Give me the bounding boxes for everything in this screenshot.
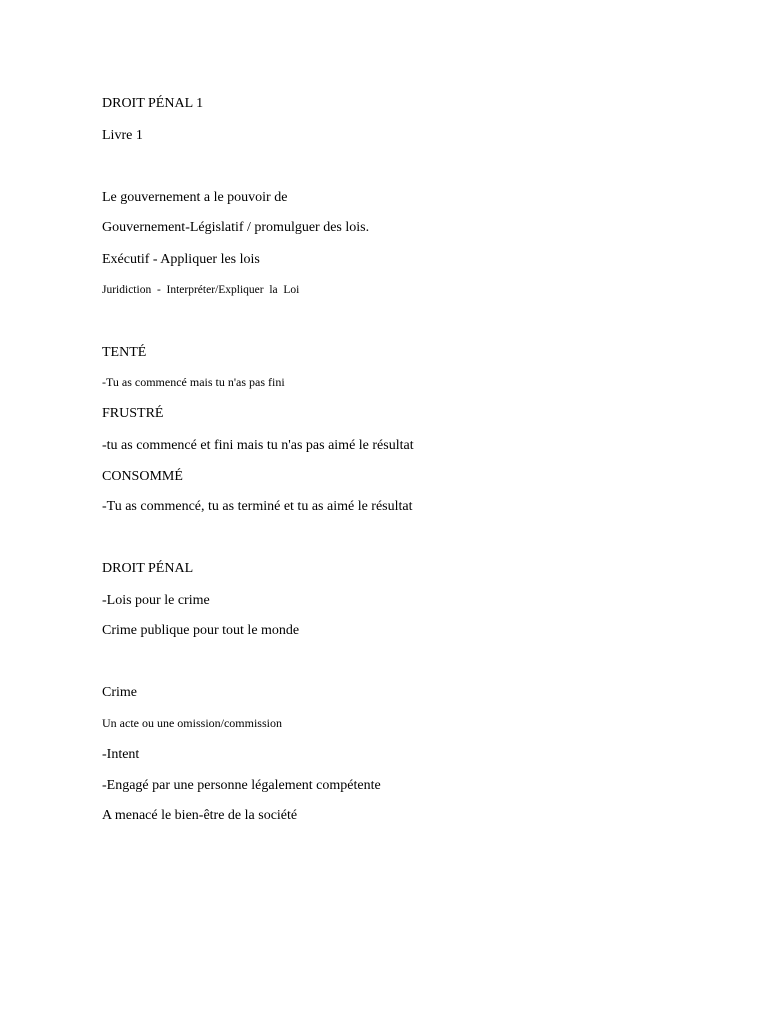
government-judiciary: Juridiction - Interpréter/Expliquer la Loi bbox=[102, 284, 300, 296]
crime-line-1: Un acte ou une omission/commission bbox=[102, 716, 282, 730]
droit-penal-line-2: Crime publique pour tout le monde bbox=[102, 623, 300, 638]
frustre-heading: FRUSTRÉ bbox=[102, 406, 164, 421]
government-legislative: Gouvernement-Législatif / promulguer des lois. bbox=[102, 220, 370, 235]
crime-line-4: A menacé le bien-être de la société bbox=[102, 808, 298, 823]
document-title: DROIT PÉNAL 1 bbox=[102, 96, 204, 111]
droit-penal-line-1: -Lois pour le crime bbox=[102, 593, 210, 608]
droit-penal-heading: DROIT PÉNAL bbox=[102, 561, 194, 576]
crime-line-3: -Engagé par une personne légalement compétente bbox=[102, 778, 381, 793]
frustre-text: -tu as commencé et fini mais tu n'as pas aimé le résultat bbox=[102, 438, 414, 453]
tente-heading: TENTÉ bbox=[102, 345, 147, 360]
consomme-text: -Tu as commencé, tu as terminé et tu as aimé le résultat bbox=[102, 499, 413, 514]
crime-heading: Crime bbox=[102, 685, 137, 700]
crime-line-2: -Intent bbox=[102, 747, 140, 762]
document-subtitle: Livre 1 bbox=[102, 128, 143, 143]
government-executive: Exécutif - Appliquer les lois bbox=[102, 252, 260, 267]
tente-text: -Tu as commencé mais tu n'as pas fini bbox=[102, 375, 285, 389]
consomme-heading: CONSOMMÉ bbox=[102, 469, 183, 484]
government-intro: Le gouvernement a le pouvoir de bbox=[102, 190, 288, 205]
